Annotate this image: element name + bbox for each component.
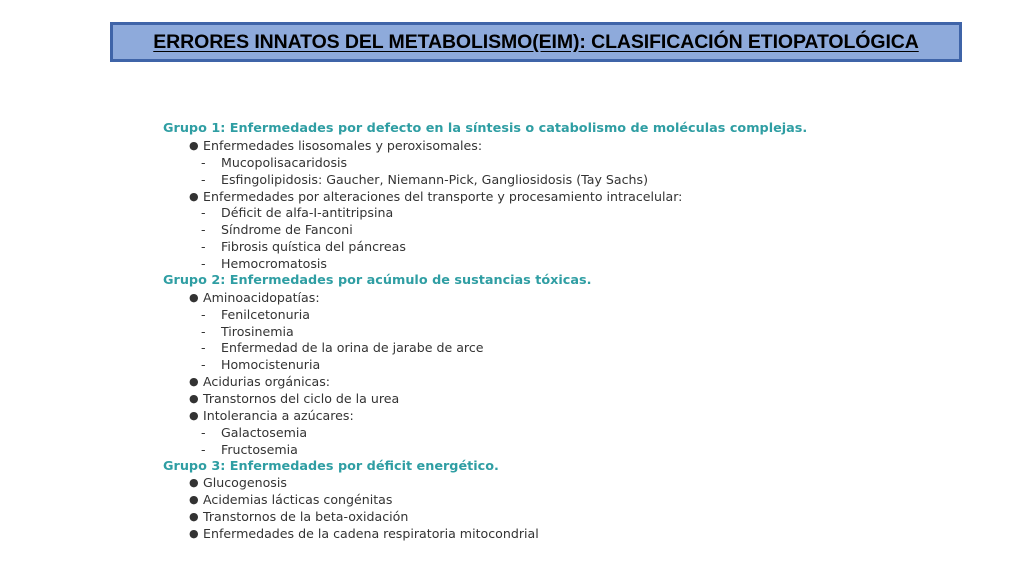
sub-item — [163, 425, 863, 442]
bullet-dot-icon: ● — [189, 375, 199, 389]
bullet-dot-icon: ● — [189, 138, 199, 152]
bullet-text: Enfermedades de la cadena respiratoria mitocondrial — [203, 526, 539, 541]
bullet-item — [163, 374, 863, 391]
sub-item — [163, 307, 863, 324]
bullet-text: Transtornos de la beta-oxidación — [203, 509, 409, 525]
bullet-dot-icon: ● — [189, 493, 199, 507]
sub-item — [163, 205, 863, 222]
bullet-text: Glucogenosis — [203, 475, 287, 491]
bullet-item — [163, 408, 863, 425]
slide-title: ERRORES INNATOS DEL METABOLISMO(EIM): CLASIFICACIÓN ETIOPATOLÓGICA — [153, 30, 919, 53]
bullet-item — [163, 138, 863, 155]
group-heading: Grupo 3: Enfermedades por déficit energético. — [163, 458, 499, 474]
sub-item-text: Esfingolipidosis: Gaucher, Niemann-Pick, Gangliosidosis (Tay Sachs) — [221, 171, 649, 187]
dash-icon: - — [201, 323, 206, 339]
sub-item-text: Galactosemia — [221, 424, 308, 440]
bullet-item — [163, 492, 863, 509]
bullet-item — [163, 189, 863, 206]
sub-item-text: Homocistenuria — [221, 357, 321, 373]
dash-icon: - — [201, 239, 206, 255]
sub-item-text: Fenilcetonuria — [221, 306, 310, 322]
sub-item — [163, 239, 863, 256]
bullet-text: Enfermedades por alteraciones del transporte y procesamiento intracelular: — [203, 188, 683, 204]
sub-item-text: Fibrosis quística del páncreas — [221, 239, 406, 255]
dash-icon: - — [201, 424, 206, 440]
bullet-item — [163, 391, 863, 408]
bullet-item — [163, 475, 863, 492]
sub-item-text: Hemocromatosis — [221, 256, 327, 271]
bullet-dot-icon: ● — [189, 510, 199, 524]
dash-icon: - — [201, 357, 206, 373]
dash-icon: - — [201, 222, 206, 238]
sub-item-text: Síndrome de Fanconi — [221, 222, 353, 238]
sub-item — [163, 256, 863, 273]
dash-icon: - — [201, 205, 206, 221]
bullet-text: Intolerancia a azúcares: — [203, 407, 354, 423]
sub-item-text: Fructosemia — [221, 441, 298, 457]
bullet-item — [163, 290, 863, 307]
bullet-dot-icon: ● — [189, 290, 199, 304]
bullet-item — [163, 509, 863, 526]
bullet-dot-icon: ● — [189, 527, 199, 540]
dash-icon: - — [201, 171, 206, 187]
slide-title-banner — [110, 22, 962, 62]
dash-icon: - — [201, 441, 206, 457]
dash-icon: - — [201, 340, 206, 356]
dash-icon: - — [201, 256, 206, 271]
bullet-text: Acidurias orgánicas: — [203, 374, 331, 390]
sub-item — [163, 155, 863, 172]
sub-item-text: Déficit de alfa-I-antitripsina — [221, 205, 394, 221]
bullet-dot-icon: ● — [189, 189, 199, 203]
sub-item — [163, 324, 863, 341]
sub-item — [163, 222, 863, 239]
sub-item — [163, 340, 863, 357]
sub-item-text: Mucopolisacaridosis — [221, 154, 348, 170]
group-heading: Grupo 1: Enfermedades por defecto en la síntesis o catabolismo de moléculas complejas. — [163, 121, 808, 136]
dash-icon: - — [201, 306, 206, 322]
bullet-text: Aminoacidopatías: — [203, 289, 320, 305]
bullet-text: Transtornos del ciclo de la urea — [203, 391, 400, 406]
sub-item-text: Enfermedad de la orina de jarabe de arce — [221, 340, 484, 356]
dash-icon: - — [201, 154, 206, 170]
bullet-dot-icon: ● — [189, 476, 199, 490]
bullet-dot-icon: ● — [189, 408, 199, 422]
bullet-dot-icon: ● — [189, 392, 199, 405]
bullet-text: Enfermedades lisosomales y peroxisomales: — [203, 137, 483, 153]
bullet-text: Acidemias lácticas congénitas — [203, 492, 393, 508]
bullet-item — [163, 526, 863, 543]
sub-item — [163, 442, 863, 459]
group-heading: Grupo 2: Enfermedades por acúmulo de sustancias tóxicas. — [163, 272, 592, 288]
sub-item — [163, 172, 863, 189]
classification-list — [163, 121, 863, 543]
sub-item-text: Tirosinemia — [221, 323, 294, 339]
sub-item — [163, 357, 863, 374]
